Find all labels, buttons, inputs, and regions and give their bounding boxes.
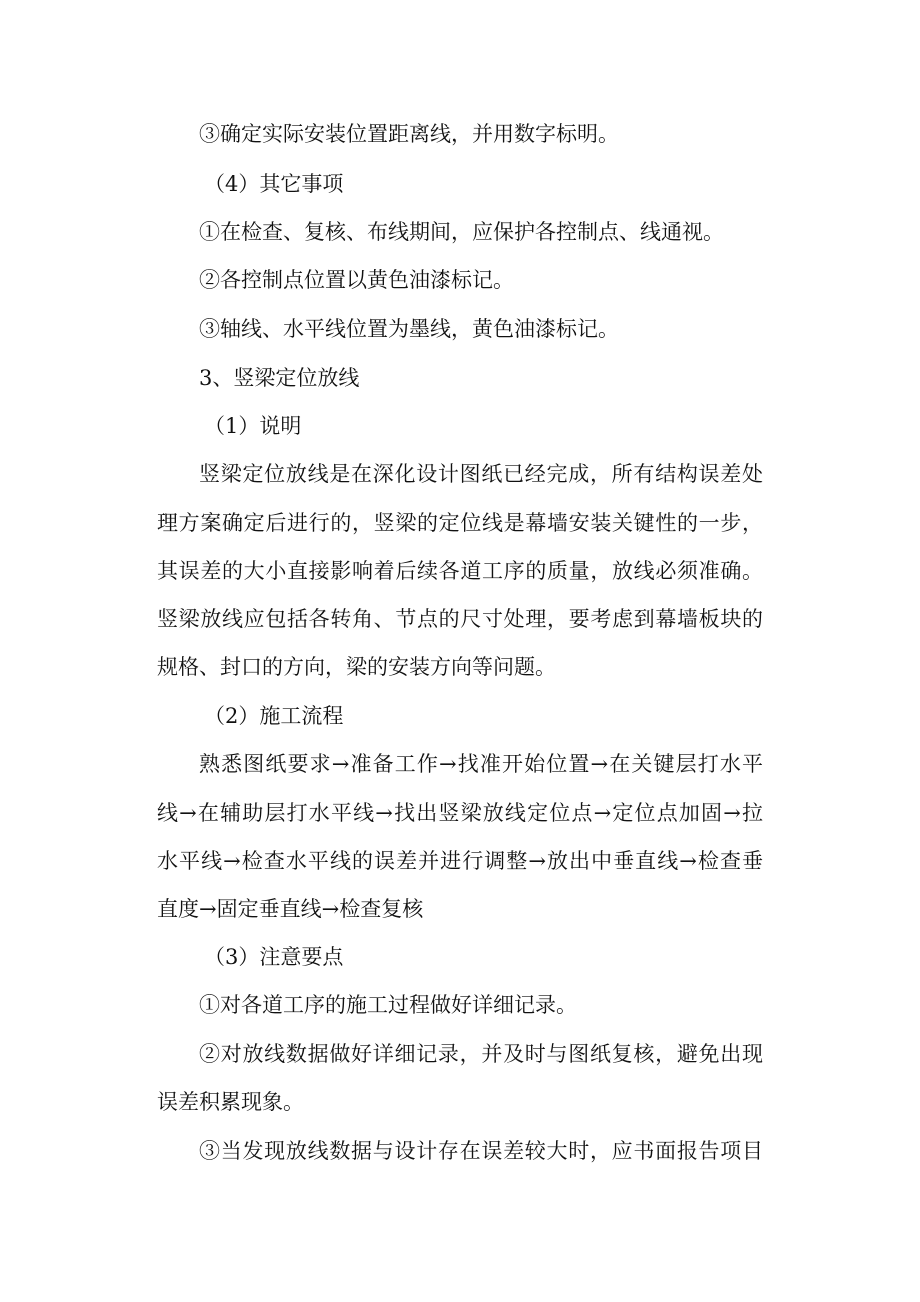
item-1-protect-control-points: ①在检查、复核、布线期间，应保护各控制点、线通视。 — [199, 220, 724, 244]
process-line: 熟悉图纸要求→准备工作→找准开始位置→在关键层打水平 — [199, 752, 763, 776]
item-2-control-point-marking: ②各控制点位置以黄色油漆标记。 — [199, 268, 514, 292]
item-3-axis-ink-lines: ③轴线、水平线位置为墨线，黄色油漆标记。 — [199, 317, 619, 341]
process-line: 线→在辅助层打水平线→找出竖梁放线定位点→定位点加固→拉 — [157, 801, 763, 825]
paragraph-line: 理方案确定后进行的，竖梁的定位线是幕墙安装关键性的一步， — [157, 511, 763, 535]
process-line: 水平线→检查水平线的误差并进行调整→放出中垂直线→检查垂 — [157, 849, 763, 873]
paragraph-line: 竖梁定位放线是在深化设计图纸已经完成，所有结构误差处 — [199, 462, 763, 486]
section-heading-mullion-layout: 3、竖梁定位放线 — [199, 366, 360, 390]
item-2-continuation: 误差积累现象。 — [157, 1090, 304, 1114]
paragraph-line: 规格、封口的方向，梁的安装方向等问题。 — [157, 655, 556, 679]
subheading-other-matters: （4）其它事项 — [204, 172, 344, 196]
paragraph-line: 竖梁放线应包括各转角、节点的尺寸处理，要考虑到幕墙板块的 — [157, 607, 763, 631]
item-3-mark-distance-line: ③确定实际安装位置距离线，并用数字标明。 — [199, 122, 619, 146]
subheading-construction-process: （2）施工流程 — [204, 704, 344, 728]
subheading-description: （1）说明 — [204, 414, 302, 438]
process-line: 直度→固定垂直线→检查复核 — [157, 897, 424, 921]
item-3-report-errors: ③当发现放线数据与设计存在误差较大时，应书面报告项目 — [199, 1139, 763, 1163]
paragraph-line: 其误差的大小直接影响着后续各道工序的质量，放线必须准确。 — [157, 559, 763, 583]
item-1-record-procedures: ①对各道工序的施工过程做好详细记录。 — [199, 993, 577, 1017]
subheading-key-points: （3）注意要点 — [204, 945, 344, 969]
item-2-record-data: ②对放线数据做好详细记录，并及时与图纸复核，避免出现 — [199, 1042, 763, 1066]
